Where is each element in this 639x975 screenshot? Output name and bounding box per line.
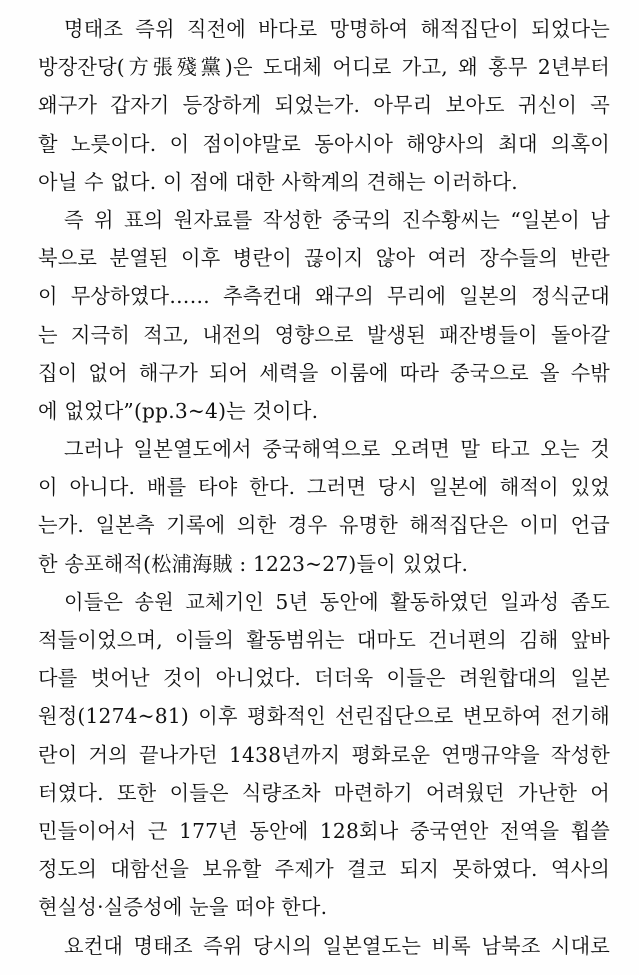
text-line: 적들이었으며, 이들의 활동범위는 대마도 건너편의 김해 앞바 <box>38 628 610 652</box>
text-line: 민들이어서 근 177년 동안에 128회나 중국연안 전역을 휩쓸 <box>38 818 610 843</box>
text-line: 명태조 즉위 직전에 바다로 망명하여 해적집단이 되었다는 <box>64 17 610 41</box>
text-line: 터였다. 또한 이들은 식량조차 마련하기 어려웠던 가난한 어 <box>38 780 610 805</box>
text-line: 정도의 대함선을 보유할 주제가 결코 되지 못하였다. 역사의 <box>38 857 610 882</box>
text-line: 는가. 일본측 기록에 의한 경우 유명한 해적집단은 이미 언급 <box>38 513 610 538</box>
text-line: 방장잔당(方張殘黨)은 도대체 어디로 가고, 왜 홍무 2년부터 <box>38 55 610 80</box>
text-line: 한 송포해적(松浦海賊 : 1223~27)들이 있었다. <box>38 551 469 576</box>
text-line: 이 아니다. 배를 타야 한다. 그러면 당시 일본에 해적이 있었 <box>38 475 610 500</box>
text-line: 다를 벗어난 것이 아니었다. 더더욱 이들은 려원합대의 일본 <box>38 666 610 691</box>
text-line: 란이 거의 끝나가던 1438년까지 평화로운 연맹규약을 작성한 <box>38 742 610 767</box>
text-line: 이들은 송원 교체기인 5년 동안에 활동하였던 일과성 좀도 <box>64 589 610 614</box>
text-line: 집이 없어 해구가 되어 세력을 이룸에 따라 중국으로 올 수밖 <box>38 360 610 385</box>
text-line: 아닐 수 없다. 이 점에 대한 사학계의 견해는 이러하다. <box>38 169 518 194</box>
text-line: 즉 위 표의 원자료를 작성한 중국의 진수황씨는 “일본이 남 <box>64 207 610 232</box>
text-line: 북으로 분열된 이후 병란이 끊이지 않아 여러 장수들의 반란 <box>38 246 610 271</box>
text-line: 요컨대 명태조 즉위 당시의 일본열도는 비록 남북조 시대로 <box>64 933 610 958</box>
text-line: 이 무상하였다…… 추측컨대 왜구의 무리에 일본의 정식군대 <box>38 284 610 309</box>
text-line: 에 없었다”(pp.3~4)는 것이다. <box>38 398 319 423</box>
text-line: 는 지극히 적고, 내전의 영향으로 발생된 패잔병들이 돌아갈 <box>38 322 610 347</box>
text-line: 그러나 일본열도에서 중국해역으로 오려면 말 타고 오는 것 <box>64 437 610 462</box>
body-text <box>38 10 610 965</box>
text-line: 현실성·실증성에 눈을 떠야 한다. <box>38 895 328 920</box>
text-line: 왜구가 갑자기 등장하게 되었는가. 아무리 보아도 귀신이 곡 <box>38 93 610 118</box>
text-line: 원정(1274~81) 이후 평화적인 선린집단으로 변모하여 전기해 <box>38 704 610 729</box>
text-line: 할 노릇이다. 이 점이야말로 동아시아 해양사의 최대 의혹이 <box>38 131 610 156</box>
